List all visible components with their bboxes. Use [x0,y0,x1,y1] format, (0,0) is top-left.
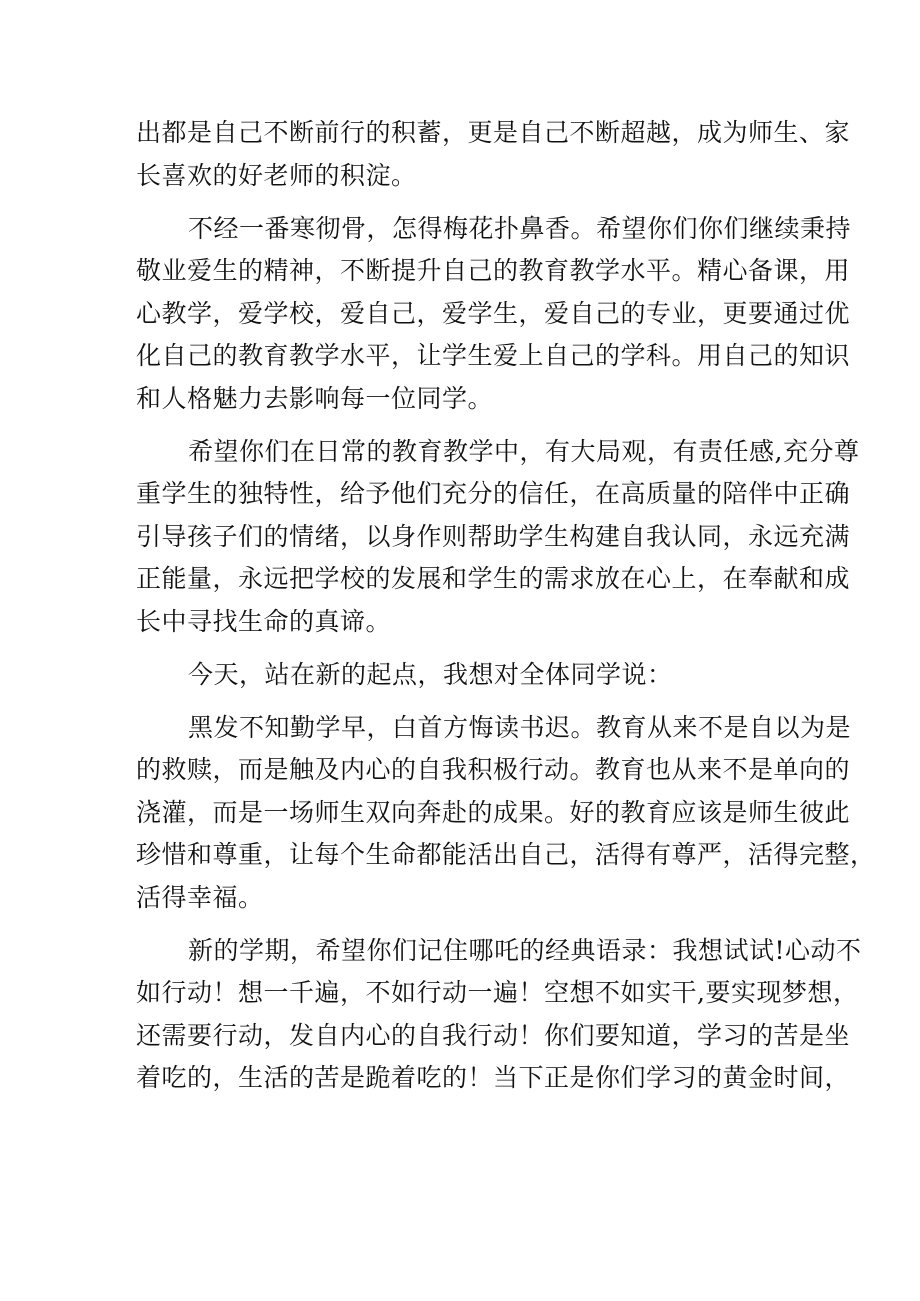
paragraph-line: 敬业爱生的精神，不断提升自己的教育教学水平。精心备课，用 [136,256,851,285]
paragraph-line: 长中寻找生命的真谛。 [136,606,392,636]
paragraph-gap [136,643,808,654]
paragraph-2 [136,208,852,421]
paragraph-line: 活得幸福。 [136,882,264,912]
paragraph-5 [136,707,876,920]
paragraph-gap [136,420,808,431]
paragraph-6 [136,930,862,1100]
paragraph-line: 心教学，爱学校，爱自己，爱学生，爱自己的专业，更要通过优 [136,298,851,328]
paragraph-line: 引导孩子们的情绪，以身作则帮助学生构建自我认同，永远充满 [136,521,851,551]
paragraph-line: 化自己的教育教学水平，让学生爱上自己的学科。用自己的知识 [136,341,851,370]
document-body [136,112,876,1100]
paragraph-line: 今天，站在新的起点，我想对全体同学说： [188,659,673,689]
paragraph-4 [136,654,808,697]
paragraph-line: 如行动！想一千遍，不如行动一遍！空想不如实干,要实现梦想， [136,978,859,1007]
paragraph-line: 重学生的独特性，给予他们充分的信任，在高质量的陪伴中正确 [136,479,851,508]
paragraph-3 [136,431,860,644]
paragraph-line: 希望你们在日常的教育教学中，有大局观，有责任感,充分尊 [188,436,860,466]
paragraph-line: 长喜欢的好老师的积淀。 [136,160,417,190]
paragraph-line: 出都是自己不断前行的积蓄，更是自己不断超越，成为师生、家 [136,118,851,147]
paragraph-line: 正能量，永远把学校的发展和学生的需求放在心上，在奉献和成 [136,564,851,593]
paragraph-line: 浇灌，而是一场师生双向奔赴的成果。好的教育应该是师生彼此 [136,797,851,827]
paragraph-gap [136,919,808,930]
paragraph-line: 不经一番寒彻骨，怎得梅花扑鼻香。希望你们你们继续秉持 [188,213,852,243]
paragraph-line: 着吃的，生活的苦是跪着吃的！当下正是你们学习的黄金时间， [136,1063,851,1092]
paragraph-gap [136,197,808,208]
paragraph-line: 还需要行动，发自内心的自我行动！你们要知道，学习的苦是坐 [136,1020,851,1050]
paragraph-line: 珍惜和尊重，让每个生命都能活出自己，活得有尊严，活得完整， [136,840,876,869]
paragraph-line: 新的学期，希望你们记住哪吒的经典语录：我想试试!心动不 [188,935,862,965]
paragraph-gap [136,696,808,707]
paragraph-line: 黑发不知勤学早，白首方悔读书迟。教育从来不是自以为是 [188,712,852,742]
paragraph-line: 的救赎，而是触及内心的自我积极行动。教育也从来不是单向的 [136,755,851,784]
paragraph-1 [136,112,851,197]
paragraph-line: 和人格魅力去影响每一位同学。 [136,383,494,413]
